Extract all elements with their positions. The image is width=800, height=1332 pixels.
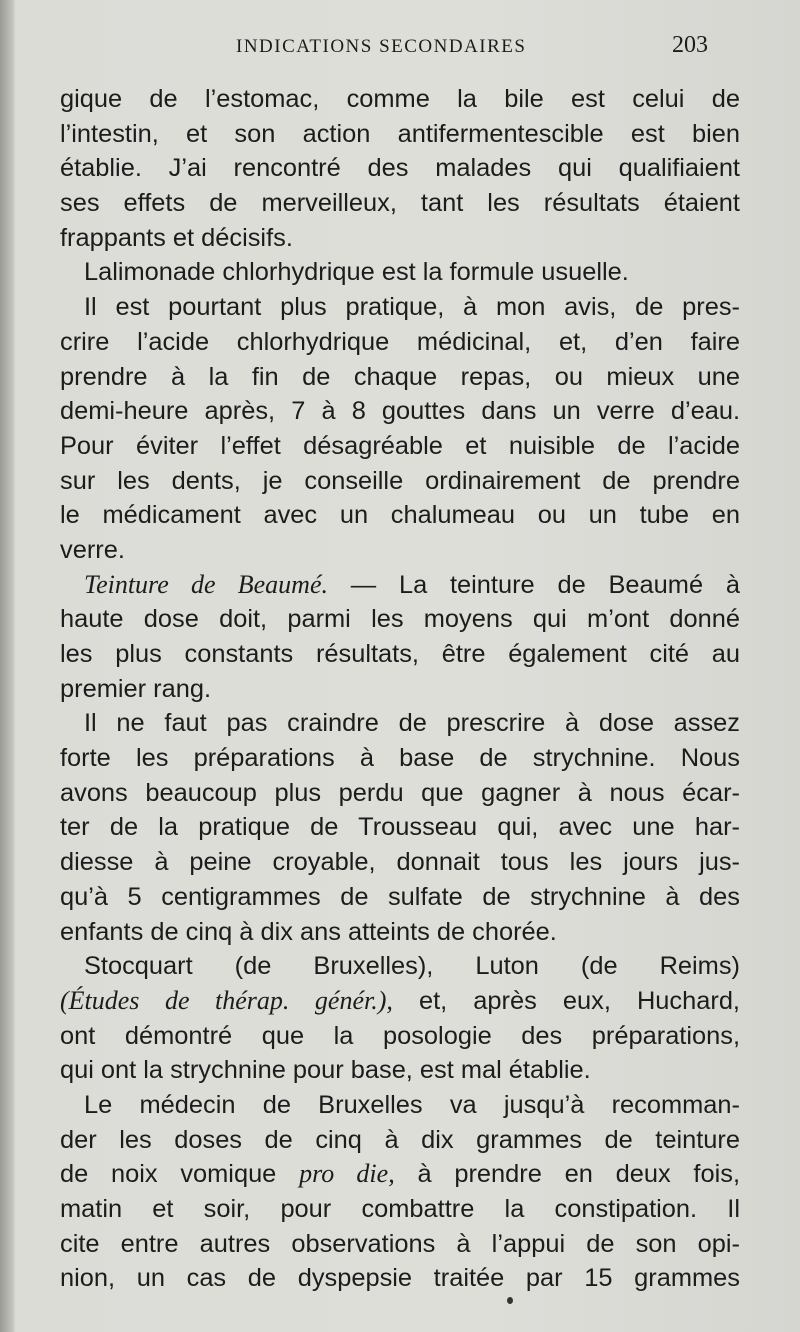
italic-citation: (Études de thérap. génér.), — [60, 985, 393, 1015]
text-line: prendre à la fin de chaque repas, ou mieux une — [60, 362, 740, 391]
italic-heading: Teinture de Beaumé. — [84, 569, 328, 599]
running-head: INDICATIONS SECONDAIRES — [236, 36, 527, 57]
text-line: qui ont la strychnine pour base, est mal établie. — [60, 1056, 591, 1085]
text-line: enfants de cinq à dix ans atteints de chorée. — [60, 917, 557, 946]
text-fragment: et, après eux, Huchard, — [392, 986, 740, 1015]
text-line: premier rang. — [60, 674, 211, 703]
text-line — [60, 984, 740, 1019]
text-line: Il est pourtant plus pratique, à mon avis, de pres- — [84, 293, 740, 322]
text-line — [60, 1157, 740, 1192]
text-line: crire l’acide chlorhydrique médicinal, et, d’en faire — [60, 327, 740, 356]
text-line: Il ne faut pas craindre de prescrire à dose assez — [84, 709, 740, 738]
text-fragment: — La teinture de Beaumé à — [328, 570, 740, 599]
text-line: le médicament avec un chalumeau ou un tube en — [60, 501, 740, 530]
text-line — [60, 568, 740, 603]
text-line: l’intestin, et son action antifermentescible est bien — [60, 119, 740, 148]
page-spine-shadow — [0, 0, 14, 1332]
text-line: Lalimonade chlorhydrique est la formule usuelle. — [84, 258, 629, 287]
text-line: forte les préparations à base de strychnine. Nous — [60, 744, 740, 773]
text-fragment: de noix vomique — [60, 1160, 300, 1189]
text-line: der les doses de cinq à dix grammes de teinture — [60, 1125, 740, 1154]
text-line: sur les dents, je conseille ordinairement de prendre — [60, 466, 740, 495]
text-line: ter de la pratique de Trousseau qui, avec une har- — [60, 813, 740, 842]
text-line: Pour éviter l’effet désagréable et nuisible de l’acide — [60, 431, 740, 460]
body-text — [60, 82, 740, 1296]
text-line: ont démontré que la posologie des préparations, — [60, 1021, 740, 1050]
text-line: gique de l’estomac, comme la bile est celui de — [60, 85, 740, 113]
italic-phrase: pro die, — [299, 1159, 395, 1189]
text-line: ses effets de merveilleux, tant les résultats étaient — [60, 189, 740, 218]
text-line: cite entre autres observations à l’appui de son opi- — [60, 1229, 740, 1258]
text-line: Le médecin de Bruxelles va jusqu’à recomman- — [84, 1090, 740, 1119]
text-line: demi-heure après, 7 à 8 gouttes dans un verre d’eau. — [60, 397, 740, 426]
text-line: nion, un cas de dyspepsie traitée par 15 grammes — [60, 1264, 740, 1293]
text-line: matin et soir, pour combattre la constipation. Il — [60, 1195, 740, 1223]
text-line: haute dose doit, parmi les moyens qui m’ont donné — [60, 605, 740, 634]
text-line: diesse à peine croyable, donnait tous les jours jus- — [60, 848, 740, 877]
text-line: frappants et décisifs. — [60, 223, 293, 252]
text-line: Stocquart (de Bruxelles), Luton (de Reims) — [84, 952, 740, 981]
text-line: établie. J’ai rencontré des malades qui qualifiaient — [60, 154, 740, 183]
text-line: qu’à 5 centigrammes de sulfate de strychnine à des — [60, 882, 740, 911]
text-line: les plus constants résultats, être également cité au — [60, 640, 740, 668]
text-line: avons beaucoup plus perdu que gagner à nous écar- — [60, 778, 740, 807]
text-line: verre. — [60, 535, 125, 564]
page-number: 203 — [672, 32, 708, 58]
printer-mark — [507, 1297, 513, 1304]
page-header — [0, 30, 800, 70]
text-fragment: à prendre en deux fois, — [394, 1160, 740, 1189]
